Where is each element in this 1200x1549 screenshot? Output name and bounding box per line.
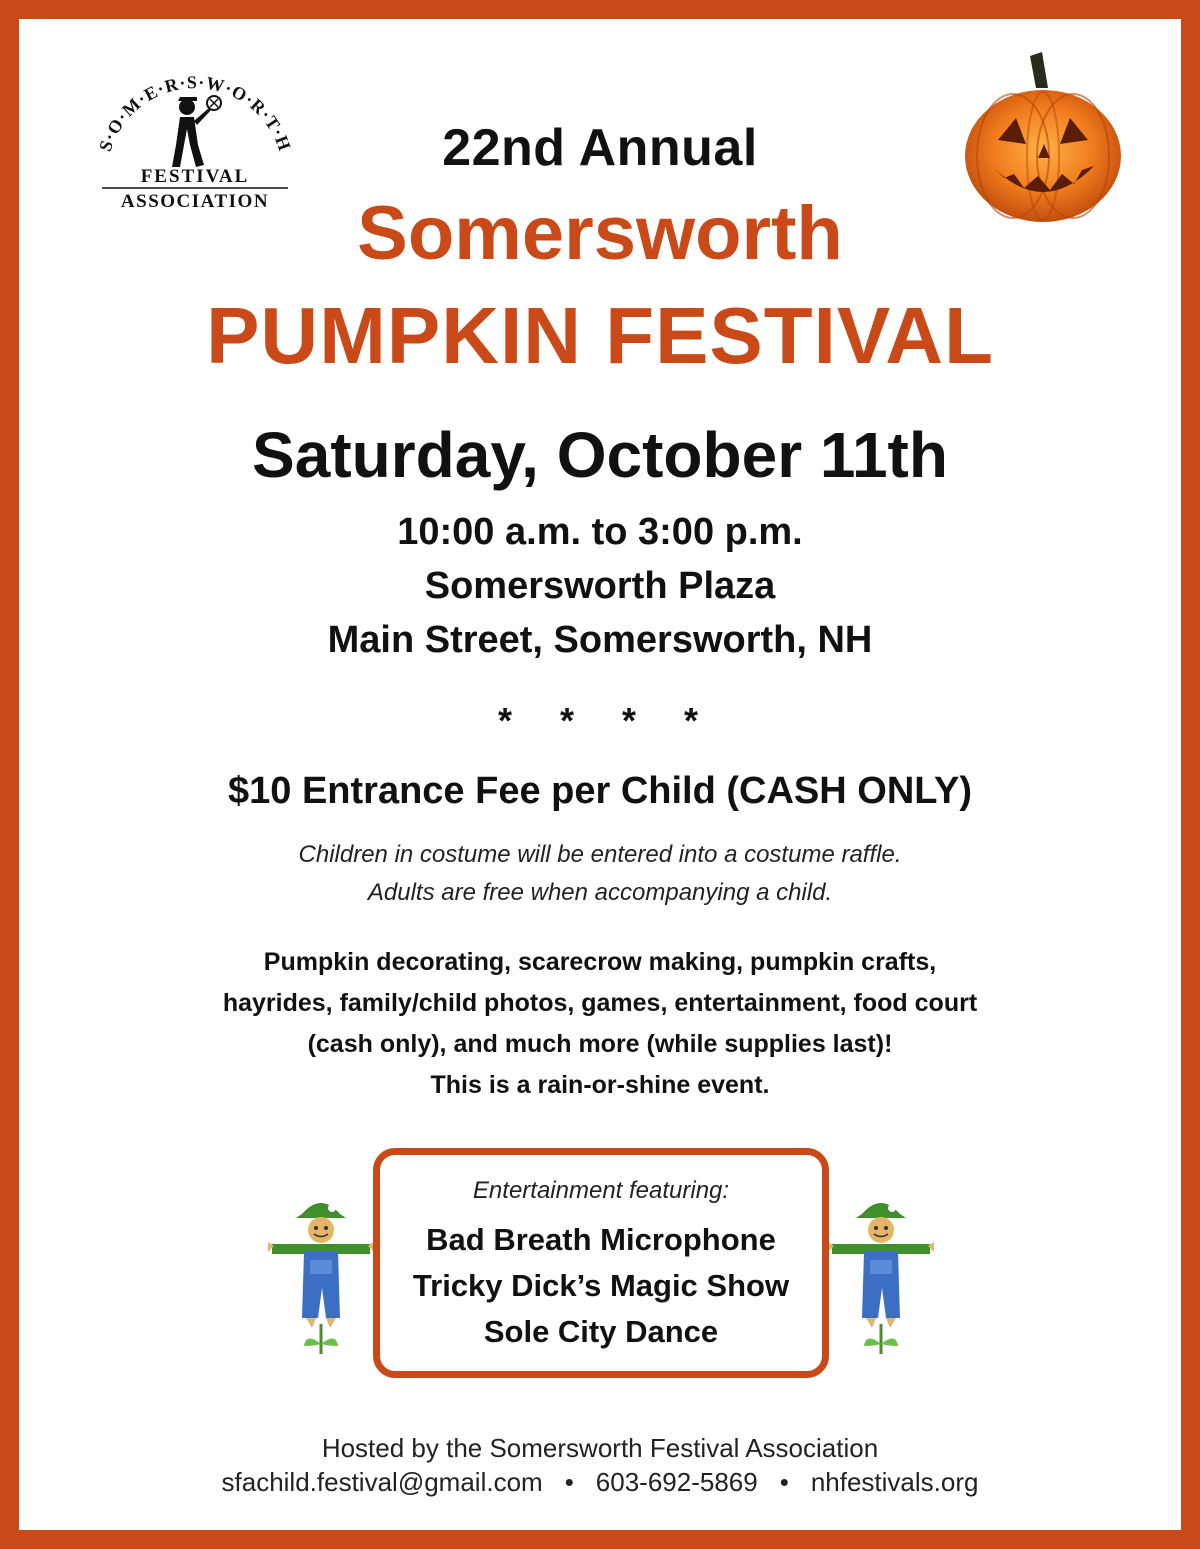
- event-venue: Somersworth Plaza: [424, 565, 776, 607]
- activities-line: (cash only), and much more (while supplies last)!: [307, 1030, 893, 1058]
- contact-line: [0, 1467, 1200, 1498]
- festival-title: PUMPKIN FESTIVAL: [206, 291, 994, 380]
- event-address: Main Street, Somersworth, NH: [327, 619, 873, 661]
- bullet-separator: •: [779, 1467, 789, 1497]
- contact-phone[interactable]: 603-692-5869: [595, 1467, 758, 1497]
- activities-line: hayrides, family/child photos, games, entertainment, food court: [222, 989, 978, 1017]
- event-time: 10:00 a.m. to 3:00 p.m.: [397, 511, 803, 553]
- town-name-heading: Somersworth: [357, 191, 843, 276]
- entertainment-act: Tricky Dick’s Magic Show: [412, 1268, 790, 1303]
- adults-free-note: Adults are free when accompanying a child.: [367, 879, 833, 906]
- entertainment-heading: Entertainment featuring:: [472, 1177, 730, 1204]
- rain-or-shine-note: This is a rain-or-shine event.: [430, 1071, 770, 1099]
- activities-description: [0, 942, 1200, 1106]
- scarecrow-icon: [826, 1196, 936, 1356]
- entertainment-acts: [380, 1217, 822, 1355]
- entertainment-act: Bad Breath Microphone: [426, 1222, 776, 1257]
- annual-edition-heading: 22nd Annual: [442, 119, 758, 177]
- costume-raffle-note: Children in costume will be entered into a costume raffle.: [298, 841, 902, 868]
- logo-line-association: ASSOCIATION: [120, 191, 270, 212]
- scarecrow-icon: [266, 1196, 376, 1356]
- contact-email[interactable]: sfachild.festival@gmail.com: [221, 1467, 543, 1497]
- contact-website[interactable]: nhfestivals.org: [810, 1467, 979, 1497]
- event-date: Saturday, October 11th: [252, 419, 948, 491]
- entertainment-box: [373, 1148, 829, 1378]
- fee-notes: [0, 836, 1200, 912]
- bullet-separator: •: [564, 1467, 574, 1497]
- star-divider: * * * *: [497, 700, 703, 741]
- activities-line: Pumpkin decorating, scarecrow making, pumpkin crafts,: [263, 948, 937, 976]
- entrance-fee: $10 Entrance Fee per Child (CASH ONLY): [227, 770, 972, 812]
- event-details: [0, 505, 1200, 667]
- logo-arc-text: S·O·M·E·R·S·W·O·R·T·H: [94, 72, 296, 154]
- entertainment-act: Sole City Dance: [483, 1314, 719, 1349]
- logo-line-festival: FESTIVAL: [140, 166, 250, 187]
- host-line: Hosted by the Somersworth Festival Association: [321, 1433, 879, 1463]
